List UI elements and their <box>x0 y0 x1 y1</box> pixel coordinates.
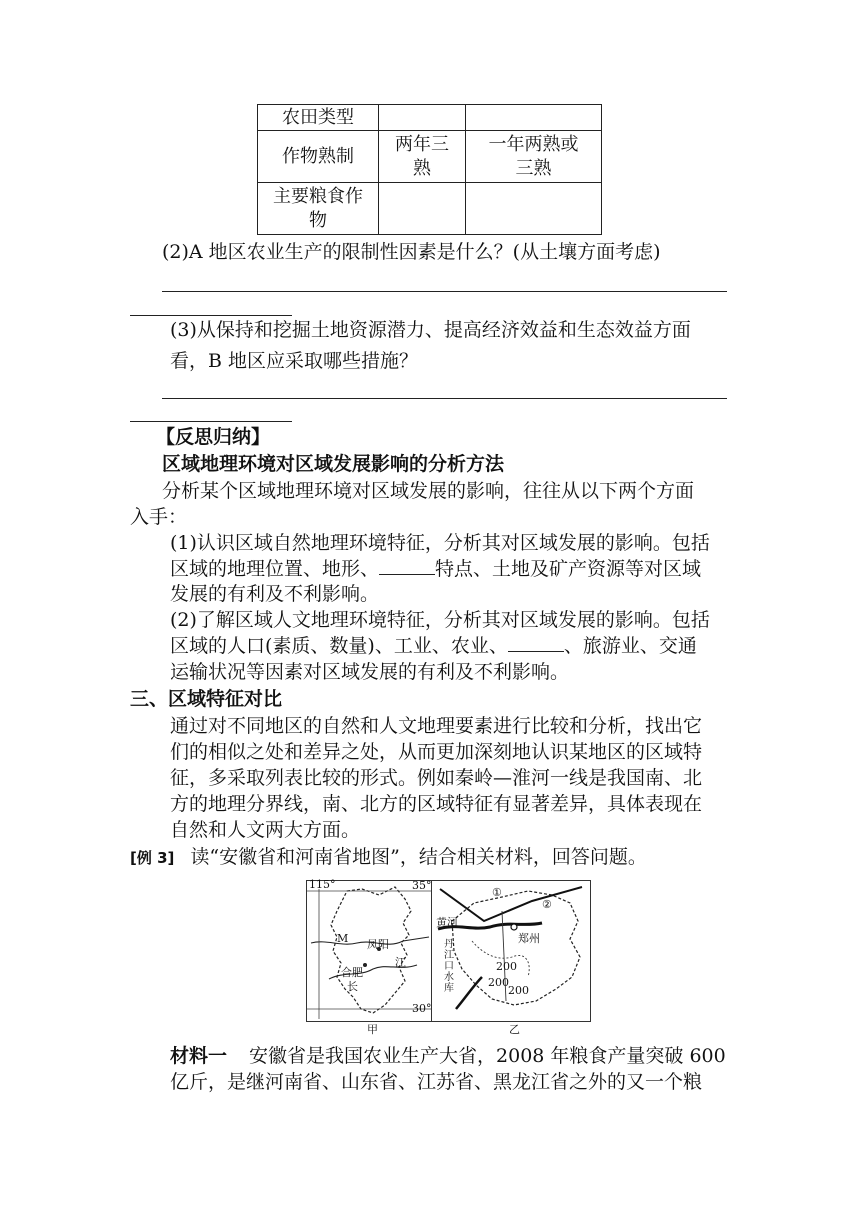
material-line: 亿斤，是继河南省、山东省、江苏省、黑龙江省之外的又一个粮 <box>170 1071 703 1093</box>
section-heading: 三、区域特征对比 <box>130 688 283 710</box>
question-3-line: 看，B 地区应采取哪些措施？ <box>170 350 419 372</box>
table-row-label: 作物熟制 <box>258 131 379 183</box>
table-row-label: 主要粮食作 物 <box>258 183 379 235</box>
farmland-table <box>257 104 602 235</box>
paragraph-line: 们的相似之处和差异之处，从而更加深刻地认识某地区的区域特 <box>170 741 703 763</box>
latitude-label: 35° <box>412 879 432 892</box>
city-label: 郑州 <box>518 932 540 945</box>
table-cell <box>466 183 602 235</box>
paragraph-line: 区域的人口(素质、数量)、工业、农业、 、旅游业、交通 <box>170 635 697 657</box>
longitude-label: 115° <box>309 878 336 891</box>
paragraph-line: (1)认识区域自然地理环境特征，分析其对区域发展的影响。包括 <box>170 532 710 554</box>
river-label: 江 <box>395 956 406 969</box>
answer-line[interactable] <box>162 398 727 399</box>
paragraph-line: (2)了解区域人文地理环境特征，分析其对区域发展的影响。包括 <box>170 609 710 631</box>
latitude-label: 30° <box>412 1002 432 1015</box>
map-caption: 甲 <box>367 1023 378 1036</box>
paragraph-line: 发展的有利及不利影响。 <box>170 583 380 605</box>
city-label: 凤阳 <box>367 938 389 951</box>
contour-label: 200 <box>488 976 509 989</box>
reflect-heading: 【反思归纳】 <box>156 426 271 448</box>
river-label: 长 <box>347 980 358 993</box>
question-3-line: (3)从保持和挖掘土地资源潜力、提高经济效益和生态效益方面 <box>170 319 691 341</box>
contour-label: 200 <box>496 960 517 973</box>
river-label: 黄河 <box>436 916 458 929</box>
henan-map <box>431 880 591 1022</box>
table-cell: 两年三 熟 <box>379 131 466 183</box>
answer-line[interactable] <box>162 291 727 292</box>
anhui-map-graphic <box>307 878 432 1021</box>
city-label: 合肥 <box>341 966 363 979</box>
paragraph-line: 分析某个区域地理环境对区域发展的影响，往往从以下两个方面 <box>162 480 695 502</box>
reflect-title: 区域地理环境对区域发展影响的分析方法 <box>162 453 505 475</box>
reservoir-label: 丹江口水库 <box>444 939 454 994</box>
map-point-label: M <box>337 932 349 945</box>
marker-1: ① <box>492 886 502 899</box>
material-line: 材料一 安徽省是我国农业生产大省，2008 年粮食产量突破 600 <box>170 1045 726 1067</box>
marker-2: ② <box>542 898 552 911</box>
paragraph-line: 通过对不同地区的自然和人文地理要素进行比较和分析，找出它 <box>170 715 703 737</box>
paragraph-line: 运输状况等因素对区域发展的有利及不利影响。 <box>170 661 570 683</box>
table-cell <box>466 105 602 131</box>
example-tag: [例 3] <box>130 849 175 867</box>
map-caption: 乙 <box>509 1023 520 1036</box>
table-cell <box>379 105 466 131</box>
table-cell <box>379 183 466 235</box>
paragraph-line: 方的地理分界线，南、北方的区域特征有显著差异，具体表现在 <box>170 793 703 815</box>
fill-blank[interactable] <box>379 556 435 575</box>
question-2: (2)A 地区农业生产的限制性因素是什么？(从土壤方面考虑) <box>162 241 661 263</box>
anhui-map <box>306 880 433 1022</box>
table-row-label: 农田类型 <box>258 105 379 131</box>
answer-line[interactable] <box>130 421 292 422</box>
paragraph-line: 区域的地理位置、地形、 特点、土地及矿产资源等对区域 <box>170 558 702 580</box>
material-label: 材料一 <box>170 1045 228 1067</box>
fill-blank[interactable] <box>508 633 564 652</box>
contour-label: 200 <box>508 984 529 997</box>
table-cell: 一年两熟或 三熟 <box>466 131 602 183</box>
example-line: [例 3] 读“安徽省和河南省地图”，结合相关材料，回答问题。 <box>130 846 647 868</box>
paragraph-line: 入手： <box>130 506 188 528</box>
paragraph-line: 自然和人文两大方面。 <box>170 819 361 841</box>
paragraph-line: 征，多采取列表比较的形式。例如秦岭—淮河一线是我国南、北 <box>170 767 703 789</box>
